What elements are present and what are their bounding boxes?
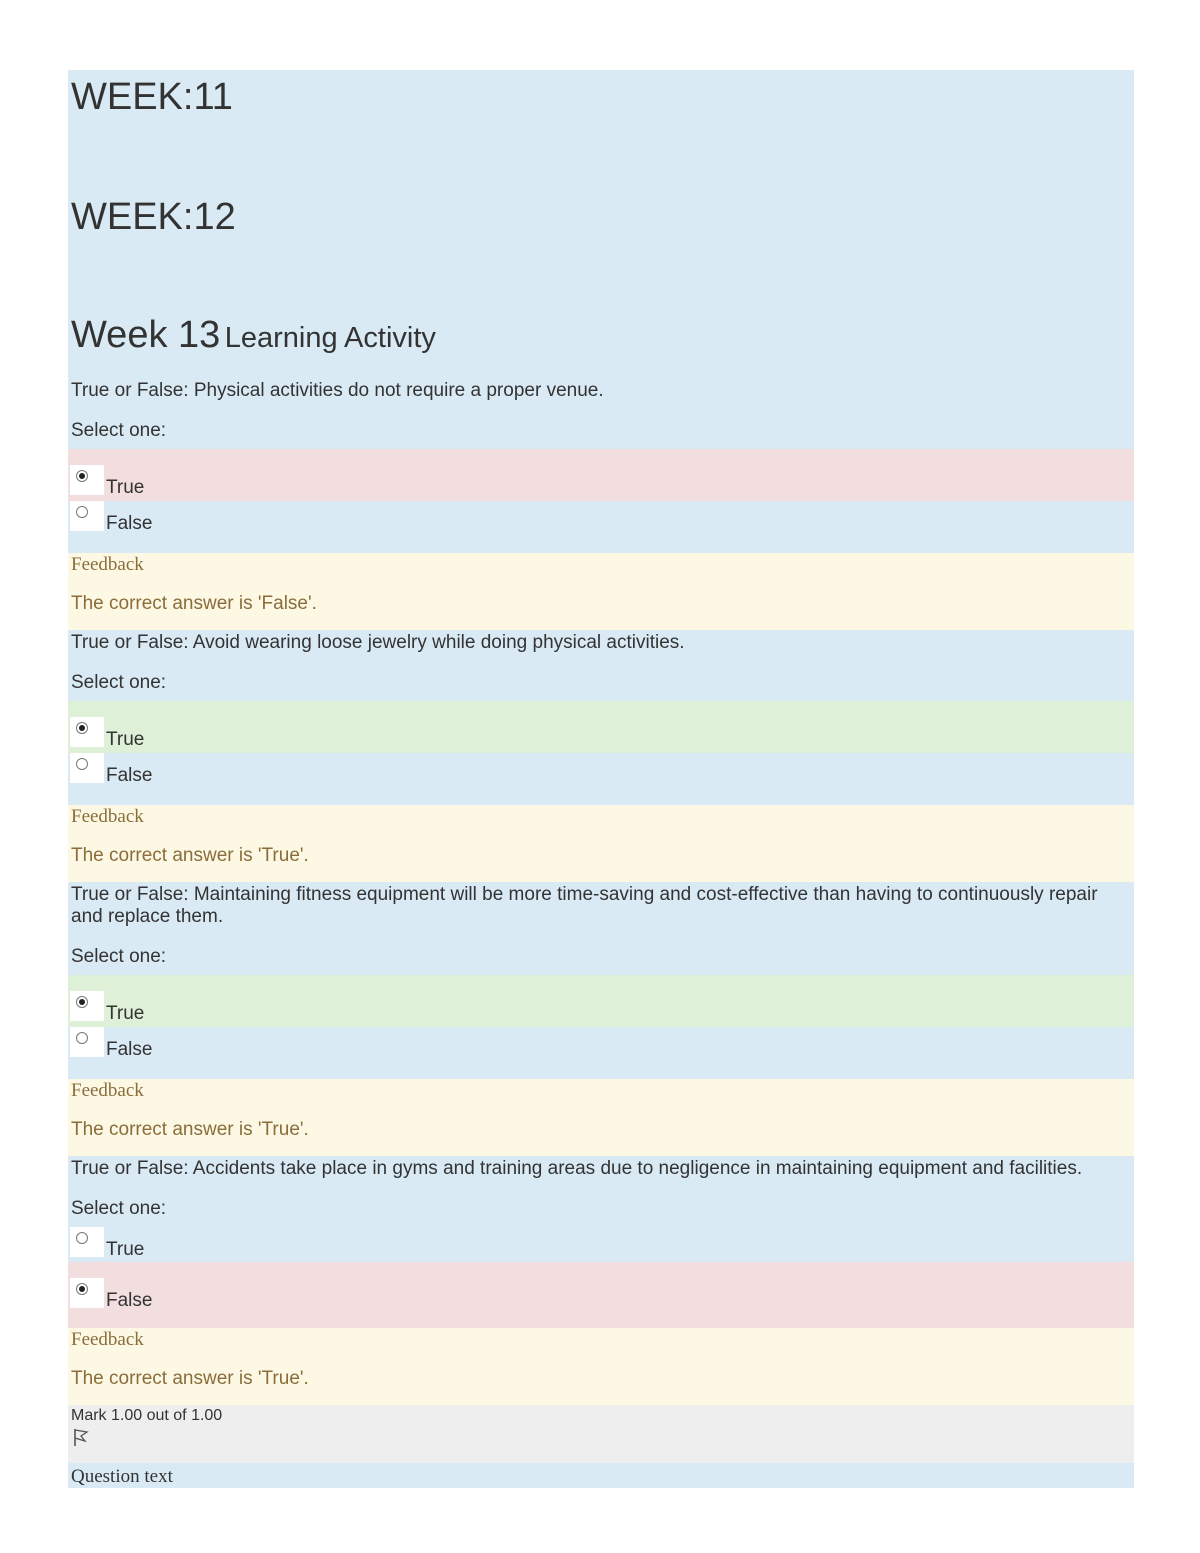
- correct-answer: The correct answer is 'True'.: [71, 1119, 309, 1140]
- option-false[interactable]: [68, 753, 1134, 805]
- question-text: True or False: Avoid wearing loose jewelry while doing physical activities.: [71, 632, 685, 653]
- select-one-label: Select one:: [71, 420, 167, 441]
- select-one-label: Select one:: [71, 946, 167, 967]
- radio-checked-icon[interactable]: [76, 470, 88, 482]
- option-label: True: [106, 729, 145, 750]
- option-label: True: [106, 1239, 145, 1260]
- feedback: [68, 553, 1134, 630]
- activity-title: Learning Activity: [224, 322, 436, 354]
- radio-unchecked-icon[interactable]: [76, 1032, 88, 1044]
- radio-box: [70, 1278, 104, 1308]
- option-true[interactable]: [68, 1227, 1134, 1262]
- radio-unchecked-icon[interactable]: [76, 1232, 88, 1244]
- flag-icon[interactable]: [71, 1427, 91, 1447]
- radio-box: [70, 1227, 104, 1257]
- question-text: True or False: Physical activities do not require a proper venue.: [71, 380, 604, 401]
- feedback: [68, 805, 1134, 882]
- question-3: [68, 882, 1134, 1156]
- option-label: False: [106, 765, 153, 786]
- question-text: True or False: Accidents take place in gyms and training areas due to negligence in maintaining equipment and facilities.: [71, 1158, 1083, 1179]
- option-true[interactable]: [68, 975, 1134, 1027]
- option-false[interactable]: [68, 1262, 1134, 1328]
- feedback-title: Feedback: [71, 806, 144, 827]
- radio-box: [70, 501, 104, 531]
- radio-box: [70, 753, 104, 783]
- question-text-label: Question text: [71, 1466, 173, 1487]
- option-label: True: [106, 1003, 145, 1024]
- week-11-heading: WEEK:11: [71, 76, 233, 118]
- option-false[interactable]: [68, 1027, 1134, 1079]
- activity-heading: [68, 310, 1134, 380]
- option-label: True: [106, 477, 145, 498]
- radio-checked-icon[interactable]: [76, 1283, 88, 1295]
- correct-answer: The correct answer is 'True'.: [71, 1368, 309, 1389]
- option-label: False: [106, 1039, 153, 1060]
- option-false[interactable]: [68, 501, 1134, 553]
- activity-week: Week 13: [71, 314, 221, 356]
- radio-box: [70, 465, 104, 495]
- feedback-title: Feedback: [71, 1329, 144, 1350]
- question-4: [68, 1156, 1134, 1405]
- question-2: [68, 630, 1134, 882]
- select-one-label: Select one:: [71, 1198, 167, 1219]
- correct-answer: The correct answer is 'True'.: [71, 845, 309, 866]
- radio-unchecked-icon[interactable]: [76, 758, 88, 770]
- radio-box: [70, 991, 104, 1021]
- feedback-title: Feedback: [71, 554, 144, 575]
- feedback: [68, 1079, 1134, 1156]
- correct-answer: The correct answer is 'False'.: [71, 593, 317, 614]
- radio-checked-icon[interactable]: [76, 996, 88, 1008]
- radio-unchecked-icon[interactable]: [76, 506, 88, 518]
- select-one-label: Select one:: [71, 672, 167, 693]
- radio-checked-icon[interactable]: [76, 722, 88, 734]
- feedback: [68, 1328, 1134, 1405]
- option-true[interactable]: [68, 701, 1134, 753]
- radio-box: [70, 1027, 104, 1057]
- option-label: False: [106, 513, 153, 534]
- week-12-heading: WEEK:12: [71, 196, 236, 238]
- question-info: [68, 1405, 1134, 1463]
- mark-label: Mark 1.00 out of 1.00: [71, 1407, 223, 1424]
- option-true[interactable]: [68, 449, 1134, 501]
- option-label: False: [106, 1290, 153, 1311]
- question-text: True or False: Maintaining fitness equipment will be more time-saving and cost-effective than having to continuously repair and replace them.: [71, 884, 1098, 927]
- feedback-title: Feedback: [71, 1080, 144, 1101]
- question-1: [68, 380, 1134, 630]
- radio-box: [70, 717, 104, 747]
- quiz-review-page: [68, 70, 1134, 1488]
